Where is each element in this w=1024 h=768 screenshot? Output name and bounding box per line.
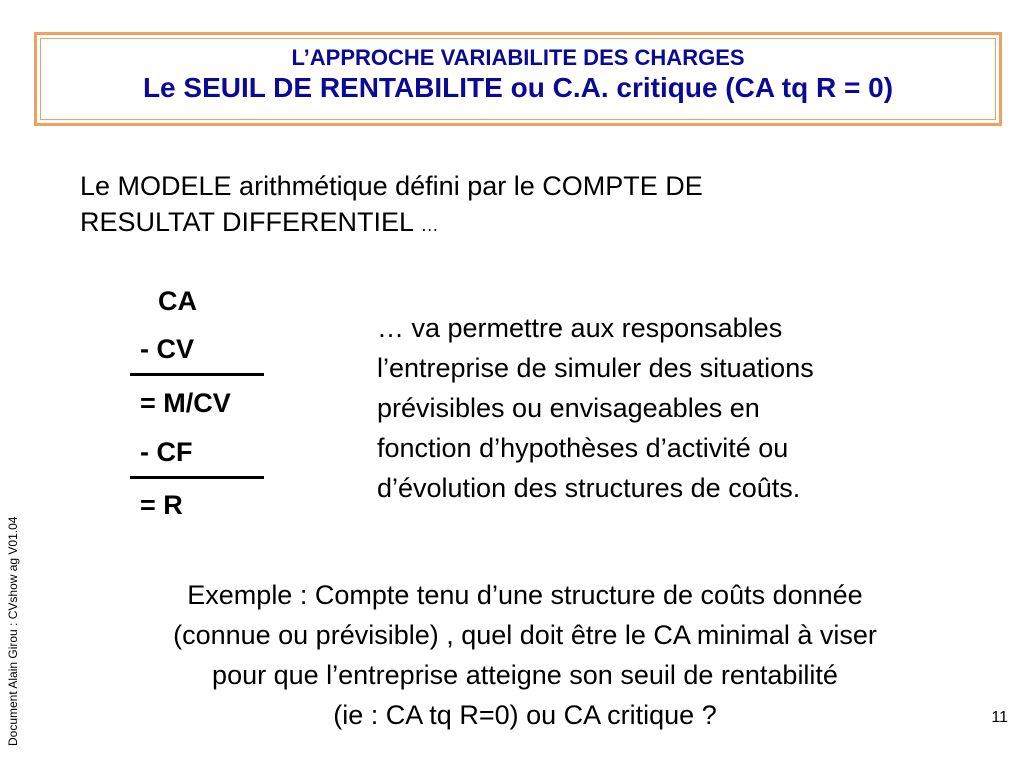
model-cf: - CF [140,437,193,467]
intro-ellipsis: … [420,215,439,235]
description-line-5: d’évolution des structures de coûts. [377,473,801,503]
intro-line-2-text: RESULTAT DIFFERENTIEL [80,207,414,237]
title-line-2: Le SEUIL DE RENTABILITE ou C.A. critique (CA tq R = 0) [142,72,894,103]
description-line-4: fonction d’hypothèses d’activité ou [377,433,789,463]
description-line-3: prévisibles ou envisageables en [377,393,760,423]
model-divider-1 [130,373,264,376]
intro-line-2 [80,204,703,243]
description-line-2: l’entreprise de simuler des situations [377,353,814,383]
example-line-3: pour que l’entreprise atteigne son seuil de rentabilité [212,660,838,690]
description-text [377,308,814,508]
model-cv: - CV [140,334,194,364]
example-line-2: (connue ou prévisible) , quel doit être le CA minimal à viser [173,620,877,650]
model-ca: CA [158,286,197,316]
model-mcv: = M/CV [140,388,231,418]
model-r: = R [140,490,183,520]
title-line-1: L’APPROCHE VARIABILITE DES CHARGES [291,45,745,70]
side-note: Document Alain Girou : CVshow ag V01.04 [6,516,20,746]
description-line-1: … va permettre aux responsables [377,313,783,343]
example-text [60,575,990,735]
intro-line-1: Le MODELE arithmétique défini par le COMPTE DE [80,171,703,201]
example-line-4: (ie : CA tq R=0) ou CA critique ? [333,700,717,730]
page-number: 11 [991,709,1008,726]
title-box [34,32,1002,126]
intro-text [80,168,703,243]
model-divider-2 [130,476,264,479]
example-line-1: Exemple : Compte tenu d’une structure de coûts donnée [187,580,863,610]
